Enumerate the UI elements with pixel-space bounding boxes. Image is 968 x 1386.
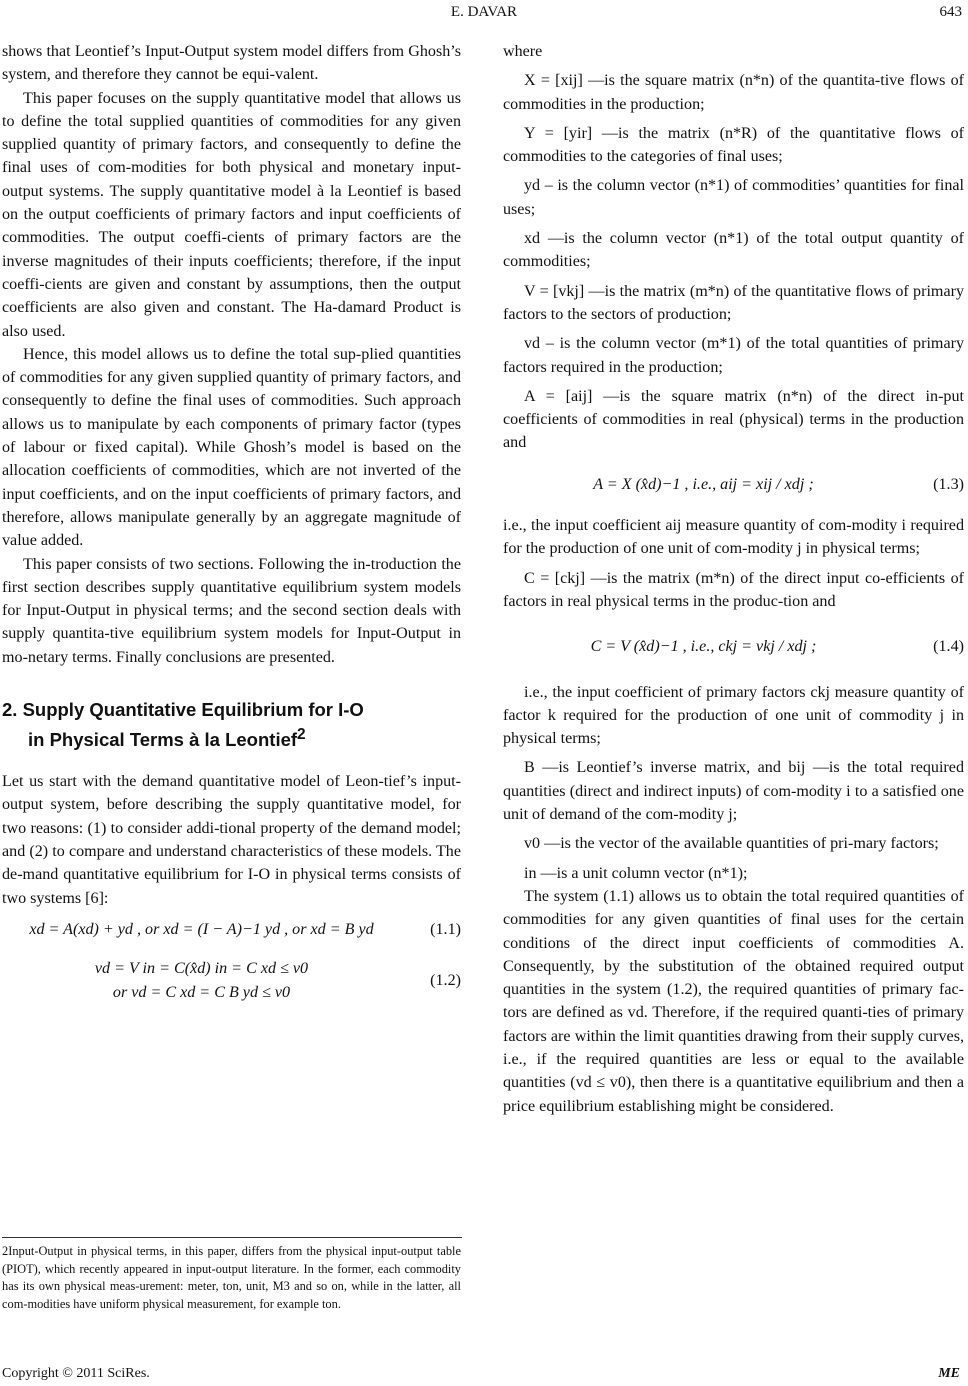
equation-body: A = X (x̂d)−1 , i.e., aij = xij / xdj ; <box>593 475 814 493</box>
paragraph: i.e., the input coefficient aij measure quantity of com-modity i required for the production of one unit of com-modity j in physical terms; <box>503 517 964 558</box>
section-heading-line2-text: in Physical Terms à la Leontief <box>28 729 298 751</box>
paragraph: Let us start with the demand quantitative model of Leon-tief’s input-output system, before describing the supply quantitative model, for two reasons: (1) to consider addi-tional property of the demand model; and (2) to compare and understand characteristics of these models. The de-mand quantitative equilibrium for I-O in physical terms consists of two systems [6]: <box>2 773 461 907</box>
equation-number: (1.2) <box>430 971 461 989</box>
equation-1-4 <box>503 635 964 658</box>
definition-x: X = [xij] —is the square matrix (n*n) of the quantita-tive flows of commodities in the production; <box>503 72 964 113</box>
equation-body: xd = A(xd) + yd , or xd = (I − A)−1 yd , or xd = B yd <box>29 920 374 938</box>
right-column <box>503 40 964 1118</box>
page-number: 643 <box>939 4 962 20</box>
definition-c: C = [ckj] —is the matrix (m*n) of the direct input co-efficients of factors in real physical terms in the produc-tion and <box>503 569 964 610</box>
paragraph: i.e., the input coefficient of primary factors ckj measure quantity of factor k required for the production of one unit of commodity j in physical terms; <box>503 683 964 748</box>
definition-b: B —is Leontief’s inverse matrix, and bij —is the total required quantities (direct and indirect inputs) of com-modity i to a satisfied one unit of demand of the com-modity j; <box>503 759 964 824</box>
where-label: where <box>503 43 543 60</box>
paragraph: shows that Leontief’s Input-Output system model differs from Ghosh’s system, and therefore they cannot be equi-valent. <box>2 43 461 84</box>
section-heading-line1: 2. Supply Quantitative Equilibrium for I-O <box>2 699 364 721</box>
running-head-author: E. DAVAR <box>450 4 518 20</box>
paragraph: This paper focuses on the supply quantitative model that allows us to define the total supplied quantities of commodities for any given supplied quantity of primary factors, and consequently to define the final uses of com-modities for both physical and monetary input-output systems. The supply quantitative model à la Leontief is based on the output coefficients of primary factors and input coefficients of commodities. The output coeffi-cients of primary factors are the inverse magnitudes of their inputs coefficients; therefore, if the input coeffi-cients are given and constant by assumptions, then the output coefficients are also given and constant. The Ha-damard Product is also used. <box>2 89 461 340</box>
paragraph: The system (1.1) allows us to obtain the total required quantities of commodities for any given quantities of final uses for the certain conditions of the direct input coefficients of commodities A. Consequently, by the substitution of the obtained required output quantities in the system (1.2), the required quantities of primary fac-tors are defined as vd. Therefore, if the required quanti-ties of primary factors are within the limit quantities drawing from their supply curves, i.e., if the required quantities are less or equal to the available quantities (vd ≤ v0), then there is a quantitative equilibrium and then a price equilibrium establishing might be considered. <box>503 887 964 1115</box>
equation-body: C = V (x̂d)−1 , i.e., ckj = vkj / xdj ; <box>590 638 817 656</box>
definition-xd: xd —is the column vector (n*1) of the total output quantity of commodities; <box>503 230 964 271</box>
equation-number: (1.1) <box>430 920 461 938</box>
section-heading-line2 <box>2 722 461 752</box>
equation-number: (1.4) <box>933 638 964 656</box>
definition-vd: vd – is the column vector (m*1) of the total quantities of primary factors required in the production; <box>503 335 964 376</box>
equation-line: or vd = C xd = C B yd ≤ v0 <box>112 983 291 1001</box>
footnote-mark: 2 <box>297 726 306 744</box>
equation-number: (1.3) <box>933 475 964 493</box>
equation-1-2 <box>2 957 461 1004</box>
paragraph: This paper consists of two sections. Following the in-troduction the first section describes supply quantitative equilibrium system models for Input-Output in physical terms; and the second section deals with supply quantita-tive equilibrium system models for Input-Output in mo-netary terms. Finally conclusions are presented. <box>2 555 461 666</box>
left-column <box>2 40 461 1012</box>
equation-1-3 <box>503 473 964 496</box>
footnote: 2Input-Output in physical terms, in this paper, differs from the physical input-output table (PIOT), which recently appeared in input-output literature. In the former, each commodity has its own physical meas-urement: meter, ton, unit, M3 and so on, while in the latter, all com-modities have uniform physical measurement, for example ton. <box>2 1244 461 1311</box>
equation-1-1 <box>2 918 461 941</box>
footnote-rule <box>2 1237 462 1238</box>
copyright: Copyright © 2011 SciRes. <box>2 1366 150 1381</box>
journal-abbrev: ME <box>938 1366 960 1381</box>
definition-a: A = [aij] —is the square matrix (n*n) of the direct in-put coefficients of commodities in real (physical) terms in the production and <box>503 387 964 452</box>
definition-in: in —is a unit column vector (n*1); <box>524 864 748 882</box>
definition-v0: v0 —is the vector of the available quantities of pri-mary factors; <box>524 835 939 853</box>
definition-yd: yd – is the column vector (n*1) of commodities’ quantities for final uses; <box>503 177 964 218</box>
definition-v: V = [vkj] —is the matrix (m*n) of the quantitative flows of primary factors to the sectors of production; <box>503 282 964 323</box>
definition-y: Y = [yir] —is the matrix (n*R) of the quantitative flows of commodities to the categories of final uses; <box>503 124 964 166</box>
paragraph: Hence, this model allows us to define the total sup-plied quantities of commodities for any given supplied quantity of primary factors, and consequently to define the final uses of commodities. Such approach allows us to manipulate by each components of primary factor (types of labour or fixed capital). While Ghosh’s model is based on the allocation coefficients of commodities, which are not inverted of the input coefficients, and on the input coefficients of primary factors, and therefore, allows manipulate generally by an aggregate magnitude of value added. <box>2 345 461 550</box>
equation-line: vd = V in = C(x̂d) in = C xd ≤ v0 <box>94 960 309 978</box>
section-heading <box>2 697 461 752</box>
equation-body <box>2 957 401 1004</box>
